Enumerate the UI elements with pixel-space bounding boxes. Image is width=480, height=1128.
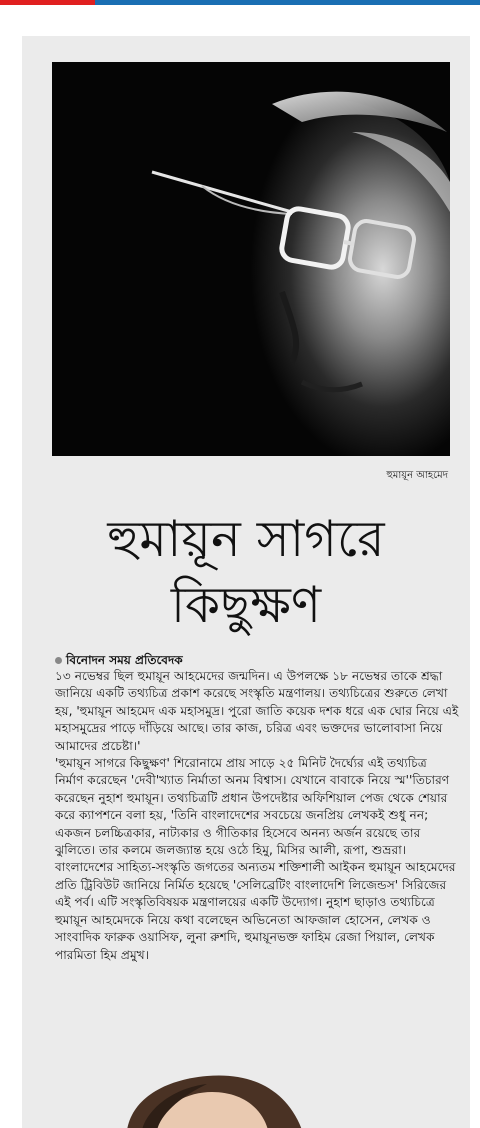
top-accent-bar: [0, 0, 480, 5]
bullet-dot-icon: [55, 657, 62, 664]
portrait-photo: [52, 62, 450, 456]
portrait-illustration: [52, 62, 450, 456]
article-headline: [22, 506, 470, 638]
article-body: [55, 668, 459, 964]
photo-caption: হুমায়ূন আহমেদ: [386, 470, 448, 481]
headline-line-2: কিছুক্ষণ: [170, 576, 322, 634]
byline-text: বিনোদন সময় প্রতিবেদক: [66, 653, 183, 667]
body-paragraph-2: 'হুমায়ূন সাগরে কিছুক্ষণ' শিরোনামে প্রায় সাড়ে ২৫ মিনিট দৈর্ঘ্যের এই তথ্যচিত্র নির্মাণ করেছেন 'দেবী'খ্যাত নির্মাতা অনম বিশ্বাস। যেখানে বাবাকে নিয়ে স্ম''তিচারণ করেছেন নুহাশ হুমায়ূন। তথ্যচিত্রটি প্রধান উপদেষ্টার অফিশিয়াল পেজ থেকে শেয়ার করে ক্যাপশনে বলা হয়, 'তিনি বাংলাদেশের সবচেয়ে জনপ্রিয় লেখকই শুধু নন; একজন চলচ্চিত্রকার, নাট্যকার ও গীতিকার হিসেবে অনন্য অর্জন রয়েছে তার ঝুলিতে। তার কলমে জলজ্যান্ত হয়ে ওঠে হিমু, মিসির আলী, রূপা, শুভ্ররা। বাংলাদেশের সাহিত্য-সংস্কৃতি জগতের অন্যতম শক্তিশালী আইকন হুমায়ূন আহমেদের প্রতি ট্রিবিউট জানিয়ে নির্মিত হয়েছে 'সেলিব্রেটিং বাংলাদেশি লিজেন্ডস' সিরিজের এই পর্ব। এটি সংস্কৃতিবিষয়ক মন্ত্রণালয়ের একটি উদ্যোগ। নুহাশ ছাড়াও তথ্যচিত্রে হুমায়ূন আহমেদকে নিয়ে কথা বলেছেন অভিনেতা আফজাল হোসেন, লেখক ও সাংবাদিক ফারুক ওয়াসিফ, লুনা রুশদি, হুমায়ূনভক্ত ফাহিম রেজা পিয়াল, লেখক পারমিতা হিম প্রমুখ।: [55, 756, 456, 962]
headline-line-1: হুমায়ূন সাগরে: [107, 510, 385, 568]
second-photo-illustration: [22, 1070, 470, 1128]
body-paragraph-1: ১৩ নভেম্বর ছিল হুমায়ূন আহমেদের জন্মদিন। এ উপলক্ষে ১৮ নভেম্বর তাকে শ্রদ্ধা জানিয়ে একটি তথ্যচিত্র প্রকাশ করেছে সংস্কৃতি মন্ত্রণালয়। তথ্যচিত্রের শুরুতে লেখা হয়, 'হুমায়ূন আহমেদ এক মহাসমুদ্র। পুরো জাতি কয়েক দশক ধরে এক ঘোর নিয়ে এই মহাসমুদ্রের পাড়ে দাঁড়িয়ে আছে। তার কাজ, চরিত্র এবং ভক্তদের ভালোবাসা নিয়ে আমাদের প্রচেষ্টা।': [55, 669, 459, 753]
second-photo-partial: [22, 1070, 470, 1128]
article-card: [22, 36, 470, 1128]
top-accent-red-segment: [0, 0, 95, 5]
